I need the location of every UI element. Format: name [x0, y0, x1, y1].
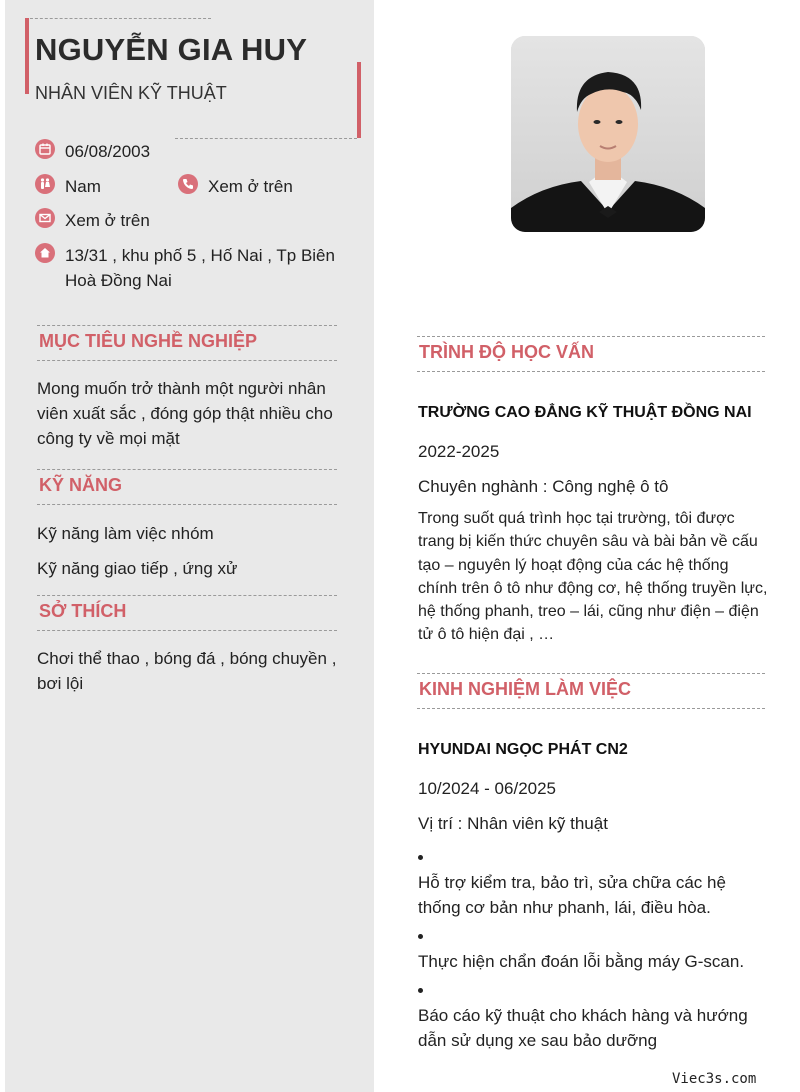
skill-item: Kỹ năng làm việc nhóm: [37, 524, 214, 543]
education-major: Chuyên nghành : Công nghệ ô tô: [418, 477, 669, 496]
objective-heading: MỤC TIÊU NGHỀ NGHIỆP: [37, 325, 337, 361]
full-name: NGUYỄN GIA HUY: [35, 32, 308, 67]
home-icon: [35, 243, 55, 263]
bullet-icon: [418, 934, 423, 939]
phone-value: Xem ở trên: [208, 177, 293, 196]
experience-period: 10/2024 - 06/2025: [418, 779, 557, 798]
bullet-icon: [418, 988, 423, 993]
phone-icon: [178, 174, 198, 194]
task-item: Thực hiện chẩn đoán lỗi bằng máy G-scan.: [418, 952, 745, 971]
education-heading: TRÌNH ĐỘ HỌC VẤN: [417, 336, 765, 372]
name-header: [25, 18, 361, 140]
calendar-icon: [35, 139, 55, 159]
divider: [25, 18, 211, 19]
skills-heading: KỸ NĂNG: [37, 469, 337, 505]
profile-photo: [511, 36, 705, 232]
hobbies-heading: SỞ THÍCH: [37, 595, 337, 631]
education-period: 2022-2025: [418, 442, 500, 461]
accent-bar: [357, 62, 361, 138]
experience-position: Vị trí : Nhân viên kỹ thuật: [418, 814, 608, 833]
job-title: NHÂN VIÊN KỸ THUẬT: [35, 83, 227, 103]
skill-item: Kỹ năng giao tiếp , ứng xử: [37, 559, 238, 578]
school-name: TRƯỜNG CAO ĐẲNG KỸ THUẬT ĐỒNG NAI: [418, 404, 752, 421]
accent-bar: [25, 18, 29, 94]
task-item: Báo cáo kỹ thuật cho khách hàng và hướng dẫn sử dụng xe sau bảo dưỡng: [418, 1006, 748, 1050]
birthday-value: 06/08/2003: [65, 142, 151, 161]
objective-text: Mong muốn trở thành một người nhân viên xuất sắc , đóng góp thật nhiều cho công ty về mọi mặt: [37, 379, 333, 448]
sidebar: [5, 0, 374, 1092]
gender-icon: [35, 174, 55, 194]
hobbies-text: Chơi thể thao , bóng đá , bóng chuyền , bơi lội: [37, 649, 337, 693]
address-value: 13/31 , khu phố 5 , Hố Nai , Tp Biên Hoà Đồng Nai: [65, 246, 335, 290]
envelope-icon: [35, 208, 55, 228]
bullet-icon: [418, 855, 423, 860]
email-value: Xem ở trên: [65, 211, 150, 230]
education-description: Trong suốt quá trình học tại trường, tôi được trang bị kiến thức chuyên sâu và bài bản về cấu tạo – nguyên lý hoạt động của các hệ thống chính trên ô tô như động cơ, hệ thống truyền lực, hệ thống phanh, treo – lái, cũng như điện – điện tử ô tô hiện đại , …: [418, 510, 768, 644]
watermark: Viec3s.com: [672, 1071, 757, 1087]
company-name: HYUNDAI NGỌC PHÁT CN2: [418, 741, 628, 758]
divider: [175, 138, 357, 139]
task-item: Hỗ trợ kiểm tra, bảo trì, sửa chữa các hệ thống cơ bản như phanh, lái, điều hòa.: [418, 873, 726, 917]
experience-heading: KINH NGHIỆM LÀM VIỆC: [417, 673, 765, 709]
gender-value: Nam: [65, 177, 101, 196]
